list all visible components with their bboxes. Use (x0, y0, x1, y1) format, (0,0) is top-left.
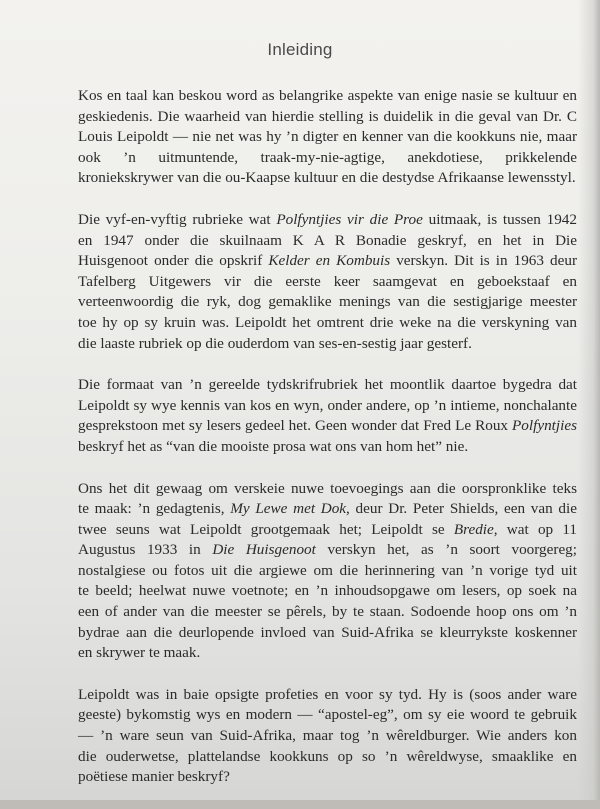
text-line: gesprekstoon met sy lesers gedeel het. Geen wonder dat Fred Le Roux Polfyntjies (78, 417, 577, 435)
paragraph (78, 479, 577, 664)
text-line: beskryf het as “van die mooiste prosa wat ons van hom het” nie. (78, 437, 469, 455)
page-edge-shadow (578, 0, 600, 800)
italic-title: Kelder en Kombuis (268, 252, 391, 270)
text-line: bydrae aan die deurlopende invloed van Suid-Afrika se kleurrykste koskenner (78, 623, 577, 641)
text-line: die laaste rubriek op die ouderdom van ses-en-sestig jaar gesterf. (78, 334, 472, 352)
paragraph (78, 86, 577, 189)
text-line: nostalgiese ou fotos uit die argiewe om die herinnering van ’n vorige tyd uit (78, 561, 577, 579)
text-line: verteenwoordig die ryk, dog gemaklike menings van die sestigjarige meester (78, 293, 577, 311)
text-line: geeste) bykomstig wys en modern — “apostel-eg”, om sy eie woord te gebruik (78, 706, 577, 724)
text-line: geskiedenis. Die waarheid van hierdie stelling is duidelik in die geval van Dr. C (78, 107, 577, 125)
text-line: Kos en taal kan beskou word as belangrike aspekte van enige nasie se kultuur en (78, 87, 577, 104)
italic-title: Bredie (453, 520, 494, 538)
text-line: poëtiese manier beskryf? (78, 768, 230, 786)
text-line: die ouderwetse, plattelandse kookkuns op so ’n wêreldwyse, smaaklike en (78, 747, 577, 765)
text-line: Leipoldt was in baie opsigte profeties en voor sy tyd. Hy is (soos ander ware (78, 685, 577, 703)
text-line: ook ’n uitmuntende, traak-my-nie-agtige, anekdotiese, prikkelende (78, 148, 577, 166)
italic-title: Polfyntjies (512, 417, 577, 435)
text-line: Louis Leipoldt — nie net was hy ’n digter en kenner van die kookkuns nie, maar (78, 128, 577, 146)
text-line: toe hy op sy kruin was. Leipoldt het omtrent drie weke na die verskyning van (78, 313, 577, 331)
text-line: kroniekskrywer van die ou-Kaapse kultuur en die destydse Afrikaanse lewensstyl. (78, 169, 576, 187)
text-line: te beeld; heelwat nuwe voetnote; en ’n inhoudsopgawe om lesers, op soek na (78, 582, 577, 600)
paragraph (78, 685, 577, 788)
text-line: te maak: ’n gedagtenis, My Lewe met Dok, deur Dr. Peter Shields, een van die (78, 500, 577, 518)
body-text (78, 86, 577, 809)
text-line: Augustus 1933 in Die Huisgenoot verskyn het, as ’n soort voorgereg; (78, 541, 577, 559)
text-line: Ons het dit gewaag om verskeie nuwe toevoegings aan die oorspronklike teks (78, 479, 577, 497)
italic-title: Die Huisgenoot (212, 541, 316, 559)
text-line: Huisgenoot onder die opskrif Kelder en Kombuis verskyn. Dit is in 1963 deur (78, 252, 578, 270)
text-line: Die vyf-en-vyftig rubrieke wat Polfyntjies vir die Proe uitmaak, is tussen 1942 (78, 210, 577, 228)
italic-title: Polfyntjies vir die Proe (276, 210, 423, 228)
text-line: en skrywer te maak. (78, 644, 201, 662)
text-line: een of ander van die meester se pêrels, by te staan. Sodoende hoop ons om ’n (78, 603, 577, 621)
paragraph (78, 375, 577, 457)
text-line: Tafelberg Uitgewers vir die eerste keer saamgevat en geboekstaaf en (78, 272, 577, 290)
italic-title: My Lewe met Dok (230, 500, 347, 518)
paragraph (78, 210, 577, 354)
text-line: — ’n ware seun van Suid-Afrika, maar tog ’n wêreldburger. Wie anders kon (78, 727, 577, 745)
text-line: Die formaat van ’n gereelde tydskrifrubriek het moontlik daartoe bygedra dat (78, 376, 577, 394)
text-line: Leipoldt sy wye kennis van kos en wyn, onder andere, op ’n intieme, nonchalante (78, 396, 577, 414)
text-line: en 1947 onder die skuilnaam K A R Bonadie geskryf, en het in Die (78, 231, 577, 249)
page-title: Inleiding (267, 40, 333, 59)
text-line: twee seuns wat Leipoldt grootgemaak het; Leipoldt se Bredie, wat op 11 (78, 520, 577, 538)
